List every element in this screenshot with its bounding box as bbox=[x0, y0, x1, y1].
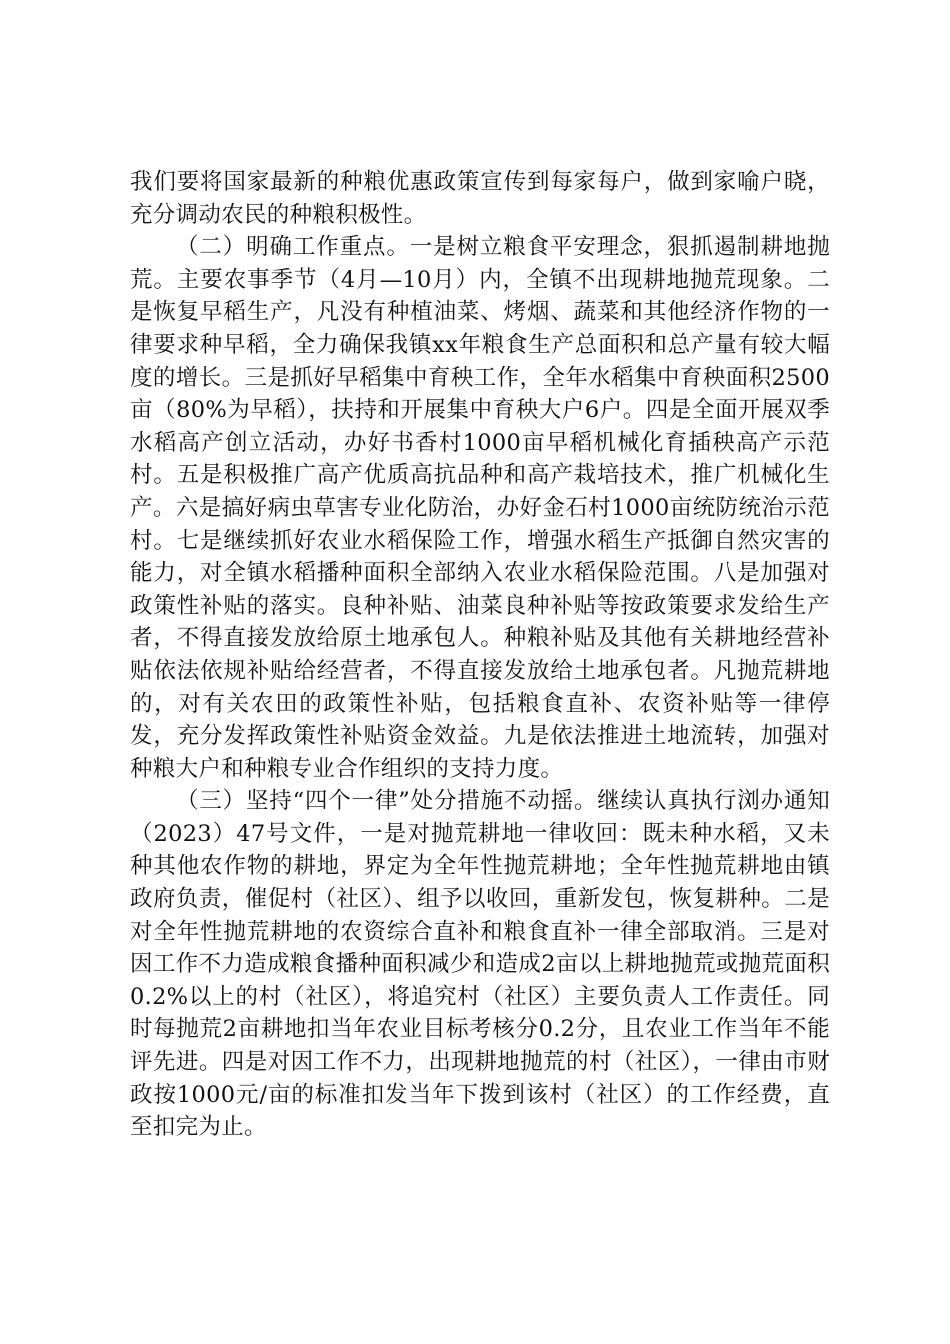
paragraph-intro: 我们要将国家最新的种粮优惠政策宣传到每家每户，做到家喻户晓，充分调动农民的种粮积极性。 bbox=[130, 169, 830, 228]
paragraph-work-focus: （二）明确工作重点。一是树立粮食平安理念，狠抓遏制耕地抛荒。主要农事季节（4月—10月）内，全镇不出现耕地抛荒现象。二是恢复早稻生产，凡没有种植油菜、烤烟、蔬菜和其他经济作物的一律要求种早稻，全力确保我镇xx年粮食生产总面积和总产量有较大幅度的增长。三是抓好早稻集中育秧工作，全年水稻集中育秧面积2500亩（80%为早稻），扶持和开展集中育秧大户6户。四是全面开展双季水稻高产创立活动，办好书香村1000亩早稻机械化育插秧高产示范村。五是积极推广高产优质高抗品种和高产栽培技术，推广机械化生产。六是搞好病虫草害专业化防治，办好金石村1000亩统防统治示范村。七是继续抓好农业水稻保险工作，增强水稻生产抵御自然灾害的能力，对全镇水稻播种面积全部纳入农业水稻保险范围。八是加强对政策性补贴的落实。良种补贴、油菜良种补贴等按政策要求发给生产者，不得直接发放给原土地承包人。种粮补贴及其他有关耕地经营补贴依法依规补贴给经营者，不得直接发放给土地承包者。凡抛荒耕地的，对有关农田的政策性补贴，包括粮食直补、农资补贴等一律停发，充分发挥政策性补贴资金效益。九是依法推进土地流转，加强对种粮大户和种粮专业合作组织的支持力度。 bbox=[130, 234, 830, 782]
document-body bbox=[130, 166, 830, 1144]
paragraph-penalty-measures: （三）坚持“四个一律”处分措施不动摇。继续认真执行浏办通知（2023）47号文件，一是对抛荒耕地一律收回：既未种水稻，又未种其他农作物的耕地，界定为全年性抛荒耕地；全年性抛荒耕地由镇政府负责，催促村（社区）、组予以收回，重新发包，恢复耕种。二是对全年性抛荒耕地的农资综合直补和粮食直补一律全部取消。三是对因工作不力造成粮食播种面积减少和造成2亩以上耕地抛荒或抛荒面积0.2%以上的村（社区），将追究村（社区）主要负责人工作责任。同时每抛荒2亩耕地扣当年农业目标考核分0.2分，且农业工作当年不能评先进。四是对因工作不力，出现耕地抛荒的村（社区），一律由市财政按1000元/亩的标准扣发当年下拨到该村（社区）的工作经费，直至扣完为止。 bbox=[130, 788, 830, 1141]
